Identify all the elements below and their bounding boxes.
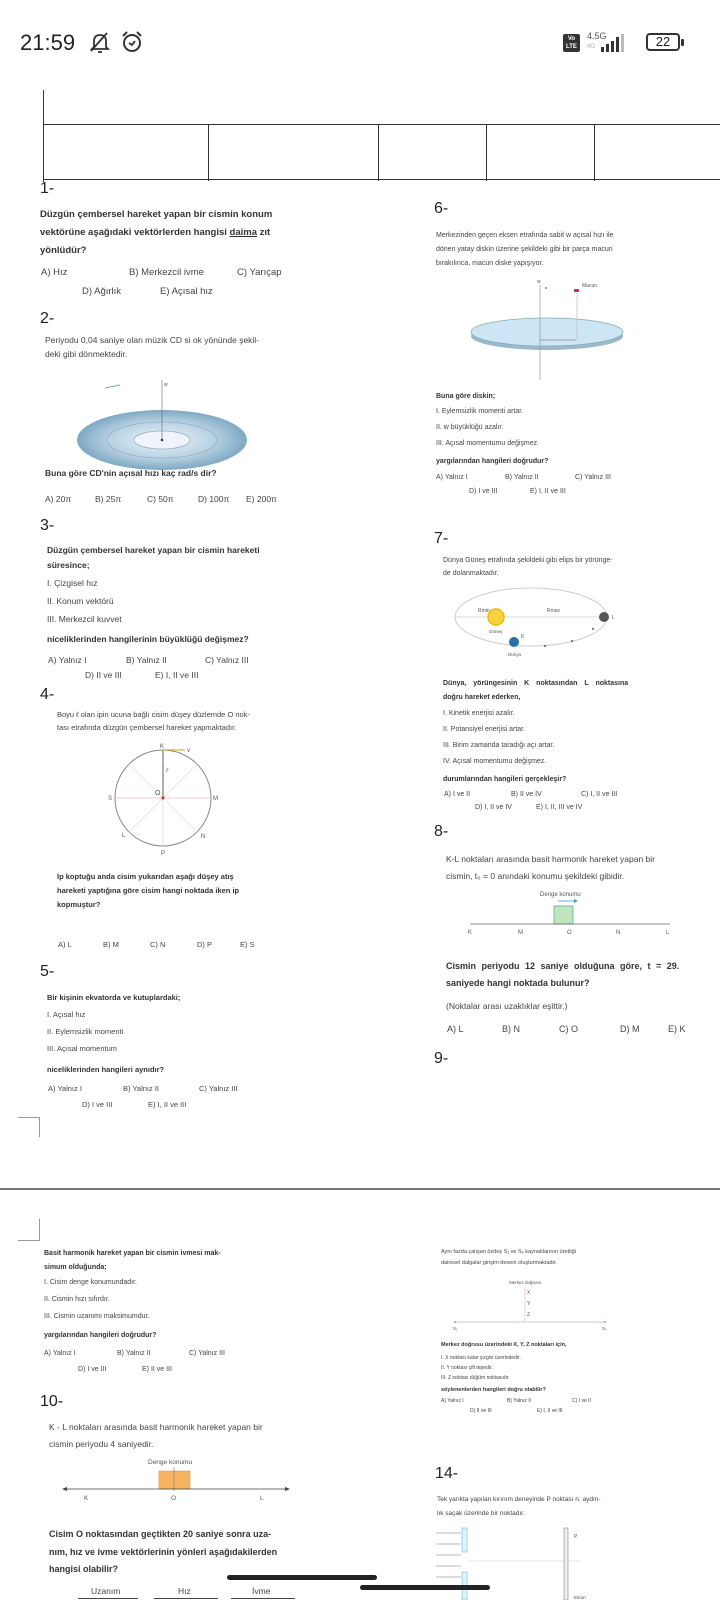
point-label-l: L <box>260 1495 264 1502</box>
option-d[interactable]: D) 100π <box>198 494 230 504</box>
question-stem: süresince; <box>47 560 90 570</box>
question-number: 14- <box>435 1465 459 1482</box>
question-note: (Noktalar arası uzaklıklar eşittir.) <box>446 1001 568 1011</box>
option-e[interactable]: E) 200π <box>246 494 277 504</box>
table-cell <box>486 125 594 181</box>
question-prompt: Cismin periyodu 12 saniye olduğuna göre, t = 29. <box>446 961 680 971</box>
option-b[interactable]: B) Yalnız II <box>505 474 539 481</box>
point-label-m: M <box>213 796 218 802</box>
question-text: bırakılınca, macun diske yapışıyor. <box>436 260 544 267</box>
table-fragment <box>43 90 720 182</box>
question-prompt: söylenenlerden hangileri doğru olabilir? <box>441 1387 546 1393</box>
interference-figure <box>455 1278 615 1338</box>
question-text: dönen yatay diskin üzerine şekildeki gibi bir parça macun <box>436 246 613 253</box>
option-e[interactable]: E) Açısal hız <box>160 286 213 297</box>
question-text: Tek yarıkta yapılan kırınım deneyinde P noktası n. aydın- <box>437 1496 601 1503</box>
option-a[interactable]: A) Hız <box>41 267 68 278</box>
question-stem: Düzgün çembersel hareket yapan bir cismin hareketi <box>47 545 260 555</box>
question-prompt: İp koptuğu anda cisim yukarıdan aşağı düşey atış <box>57 872 234 881</box>
statement-1: I. X noktası katar çizgisi üzerindedir. <box>441 1355 521 1361</box>
point-label-m: M <box>518 930 523 936</box>
option-b[interactable]: B) N <box>502 1024 520 1034</box>
question-prompt: Buna göre CD'nin açısal hızı kaç rad/s dir? <box>45 468 217 478</box>
stem-text: vektörüne aşağıdaki vektörlerden hangisi <box>40 227 227 238</box>
table-underline <box>154 1598 218 1599</box>
question-number: 2- <box>40 310 55 327</box>
option-a[interactable]: A) Yalnız I <box>48 655 87 665</box>
statement-2: II. Eylemsizlik momenti <box>47 1027 124 1036</box>
statement-1: I. Eylemsizlik momenti artar. <box>436 408 524 415</box>
mass-block <box>554 906 573 924</box>
point-label-k: K <box>84 1495 89 1502</box>
statement-1: I. Kinetik enerjisi azalır. <box>443 710 515 717</box>
rmin-label: Rmin <box>478 608 490 614</box>
volte-icon: Vo LTE <box>563 34 580 52</box>
option-c[interactable]: C) I ve II <box>572 1398 591 1404</box>
option-d[interactable]: D) M <box>620 1024 640 1034</box>
page-corner-mark <box>18 1219 40 1241</box>
circular-motion-figure <box>105 740 225 862</box>
center-point <box>161 439 164 442</box>
option-b[interactable]: B) Yalnız II <box>126 655 167 665</box>
question-prompt: kopmuştur? <box>57 900 101 909</box>
question-text: K-L noktaları arasında basit harmonik hareket yapan bir <box>446 854 655 864</box>
statement-2: II. Cismin hızı sıfırdır. <box>44 1296 110 1303</box>
battery-level: 22 <box>655 34 671 49</box>
stem-text: zıt <box>259 227 271 238</box>
point-label-x: X <box>527 1290 531 1296</box>
mass-block <box>159 1471 190 1489</box>
equilibrium-label: Denge konumu <box>540 892 581 898</box>
point-label-s: S <box>108 796 113 802</box>
alarm-icon <box>120 30 144 54</box>
option-b[interactable]: B) Merkezcil ivme <box>129 267 204 278</box>
center-point <box>162 797 165 800</box>
putty-icon <box>574 289 579 292</box>
question-prompt: durumlarından hangileri gerçekleşir? <box>443 776 567 783</box>
option-c[interactable]: C) Yalnız III <box>189 1350 225 1357</box>
point-label-o: O <box>171 1495 177 1502</box>
statement-3: III. Açısal momentumu değişmez. <box>436 440 540 447</box>
option-d[interactable]: D) I ve III <box>82 1100 113 1109</box>
question-stem: Buna göre diskin; <box>436 393 496 400</box>
battery-icon <box>646 33 680 51</box>
omega-label: w <box>164 382 168 388</box>
arrow-left-icon <box>62 1487 67 1491</box>
scroll-handle[interactable] <box>227 1575 377 1580</box>
statement-3: III. Cismin uzanımı maksimumdur. <box>44 1313 150 1320</box>
table-underline <box>78 1598 138 1599</box>
screen <box>564 1528 568 1600</box>
clock: 21:59 <box>20 30 76 55</box>
statement-3: III. Birim zamanda taradığı açı artar. <box>443 742 555 749</box>
question-stem: Dünya, yörüngesinin K noktasından L noktasına <box>443 680 629 687</box>
table-cell <box>378 125 486 181</box>
option-c[interactable]: C) O <box>559 1024 578 1034</box>
question-prompt: saniyede hangi noktada bulunur? <box>446 978 590 988</box>
question-text: deki gibi dönmektedir. <box>45 349 128 359</box>
page-divider <box>0 1188 720 1190</box>
statement-2: II. w büyüklüğü azalır. <box>436 424 504 431</box>
point-label-n: N <box>201 834 206 840</box>
question-prompt: niceliklerinden hangilerinin büyüklüğü değişmez? <box>47 634 249 644</box>
sun-icon <box>488 609 504 625</box>
option-e[interactable]: E) I, II ve III <box>537 1408 563 1414</box>
question-text: Aynı fazda çalışan özdeş S₁ ve S₂ kaynaklarının ürettiği <box>441 1249 577 1255</box>
question-number: 5- <box>40 963 55 980</box>
option-b[interactable]: B) M <box>103 940 119 949</box>
option-a[interactable]: A) Yalnız I <box>441 1398 464 1404</box>
source-point <box>454 1321 456 1323</box>
question-stem: doğru hareket ederken, <box>443 694 521 701</box>
question-stem <box>40 224 270 242</box>
option-d[interactable]: D) Ağırlık <box>82 286 122 297</box>
option-a[interactable]: A) L <box>447 1024 464 1034</box>
rmax-label: Rmax <box>547 608 561 614</box>
option-c[interactable]: C) Yalnız III <box>199 1084 238 1093</box>
question-text: lık saçak üzerinde bir noktadır. <box>437 1510 525 1517</box>
point-label-k: K <box>468 930 473 936</box>
point-label-k: K <box>521 634 525 640</box>
center-line-label: Merkez doğrusu <box>509 1280 542 1285</box>
question-prompt: nım, hız ve ivme vektörlerinin yönleri aşağıdakilerden <box>49 1547 278 1557</box>
slit-barrier <box>462 1528 467 1552</box>
sun-label: Güneş <box>489 629 503 634</box>
earth-label: Dünya <box>508 652 522 657</box>
point-label-o: O <box>155 790 161 797</box>
option-c[interactable]: C) I, II ve III <box>581 791 618 798</box>
question-number: 1- <box>40 180 55 197</box>
option-d[interactable]: D) P <box>197 940 212 949</box>
statement-1: I. Açısal hız <box>47 1010 86 1019</box>
question-text: cismin, t₀ = 0 anındaki konumu şekildeki gibidir. <box>446 871 625 881</box>
statement-3: III. Merkezcil kuvvet <box>47 614 122 624</box>
point-label-l: L <box>666 930 670 936</box>
omega-label: w <box>537 279 541 285</box>
earth-icon <box>509 637 519 647</box>
question-stem: simum olduğunda; <box>44 1264 107 1271</box>
question-prompt: yargılarından hangileri doğrudur? <box>436 458 549 465</box>
table-cell <box>43 125 208 181</box>
shm-figure <box>470 888 680 943</box>
option-a[interactable]: A) 20π <box>45 494 72 504</box>
option-e[interactable]: E) I, II ve III <box>530 488 566 495</box>
earth-at-l-icon <box>599 612 609 622</box>
arrow-head <box>574 899 578 903</box>
question-number: 8- <box>434 823 449 840</box>
option-b[interactable]: B) 25π <box>95 494 122 504</box>
option-e[interactable]: E) I, II ve III <box>155 670 199 680</box>
question-prompt: hareketi yaptığına göre cisim hangi noktada iken ip <box>57 886 240 895</box>
question-number: 4- <box>40 686 55 703</box>
statement-2: II. Potansiyel enerjisi artar. <box>443 726 526 733</box>
point-label-y: Y <box>527 1301 531 1307</box>
option-e[interactable]: E) S <box>240 940 255 949</box>
question-prompt: Cisim O noktasından geçtikten 20 saniye sonra uza- <box>49 1529 272 1539</box>
table-header-hiz: Hız <box>178 1586 191 1596</box>
option-b[interactable]: B) Yalnız II <box>507 1398 531 1404</box>
source-point <box>604 1321 606 1323</box>
option-c[interactable]: C) Yalnız III <box>205 655 249 665</box>
question-stem: Bir kişinin ekvatorda ve kutuplardaki; <box>47 993 181 1002</box>
statement-1: I. Çizgisel hız <box>47 578 98 588</box>
option-a[interactable]: A) Yalnız I <box>44 1350 76 1357</box>
question-text: K - L noktaları arasında basit harmonik hareket yapan bir <box>49 1422 263 1432</box>
question-number: 6- <box>434 200 449 217</box>
option-c[interactable]: C) Yarıçap <box>237 267 282 278</box>
arrow-right-icon <box>285 1487 290 1491</box>
velocity-label: v <box>187 748 190 754</box>
option-e[interactable]: E) I, II ve III <box>148 1100 187 1109</box>
statement-2: II. Y noktası çift tepedir. <box>441 1365 493 1371</box>
orbit-point <box>571 640 573 642</box>
option-c[interactable]: C) 50π <box>147 494 174 504</box>
point-label-z: Z <box>527 1312 531 1318</box>
statement-4: IV. Açısal momentumu değişmez. <box>443 758 547 765</box>
bell-off-icon <box>88 30 112 54</box>
question-text: cismin periyodu 4 saniyedir. <box>49 1439 154 1449</box>
macun-label: Macun <box>582 283 598 289</box>
disc-figure <box>460 280 660 380</box>
statement-2: II. Konum vektörü <box>47 596 114 606</box>
option-a[interactable]: A) Yalnız I <box>436 474 468 481</box>
signal-icon <box>598 33 628 53</box>
option-a[interactable]: A) I ve II <box>444 791 471 798</box>
option-e[interactable]: E) II ve III <box>142 1366 172 1373</box>
option-d[interactable]: D) II ve III <box>470 1408 492 1414</box>
network-sub: 4G <box>587 44 596 50</box>
disc-top <box>471 318 623 346</box>
question-text: Dünya Güneş etrafında şekildeki gibi elips bir yörünge- <box>443 557 613 564</box>
length-label: ℓ <box>166 768 168 774</box>
scroll-handle[interactable] <box>360 1585 490 1590</box>
question-prompt: niceliklerinden hangileri aynıdır? <box>47 1065 165 1074</box>
statement-3: III. Z noktası düğüm noktasıdır. <box>441 1375 510 1381</box>
rotation-arrow-icon <box>105 385 120 388</box>
page-corner-mark <box>18 1117 40 1137</box>
question-text: de dolanmaktadır. <box>443 570 499 577</box>
table-header-uzanim: Uzanım <box>91 1586 121 1596</box>
option-b[interactable]: B) Yalnız II <box>123 1084 159 1093</box>
option-d[interactable]: D) I ve III <box>78 1366 107 1373</box>
table-header-ivme: İvme <box>252 1586 271 1596</box>
orbit-point <box>592 628 594 630</box>
question-prompt: hangisi olabilir? <box>49 1564 119 1574</box>
question-prompt: yargılarından hangileri doğrudur? <box>44 1332 157 1339</box>
table-cell <box>594 125 720 181</box>
statement-3: III. Açısal momentum <box>47 1044 118 1053</box>
question-number: 9- <box>434 1050 449 1067</box>
question-number: 7- <box>434 530 449 547</box>
option-d[interactable]: D) II ve III <box>85 670 122 680</box>
cd-figure <box>70 380 260 470</box>
question-stem: Düzgün çembersel hareket yapan bir cismin konum <box>40 209 273 220</box>
option-d[interactable]: D) I, II ve IV <box>475 804 512 811</box>
option-a[interactable]: A) L <box>58 940 72 949</box>
source-label-s2: S₂ <box>602 1326 607 1331</box>
statement-1: I. Cisim denge konumundadır. <box>44 1279 137 1286</box>
shm-figure <box>62 1458 292 1513</box>
option-e[interactable]: E) K <box>668 1024 686 1034</box>
option-b[interactable]: B) II ve IV <box>511 791 542 798</box>
source-label-s1: S₁ <box>453 1326 458 1331</box>
option-c[interactable]: C) Yalnız III <box>575 474 611 481</box>
omega-arrow-icon <box>545 287 547 289</box>
screen-label: Ekran <box>574 1595 586 1600</box>
status-bar <box>0 0 720 60</box>
table-row <box>43 124 720 180</box>
equilibrium-label: Denge konumu <box>148 1459 193 1466</box>
question-number: 3- <box>40 517 55 534</box>
point-label-l: L <box>122 833 126 839</box>
option-d[interactable]: D) I ve III <box>469 488 498 495</box>
question-stem: Basit harmonik hareket yapan bir cismin ivmesi mak- <box>44 1250 221 1257</box>
question-stem: yönlüdür? <box>40 245 87 256</box>
question-text: Boyu ℓ olan ipin ucuna bağlı cisim düşey düzlemde O nok- <box>57 710 250 719</box>
option-a[interactable]: A) Yalnız I <box>48 1084 82 1093</box>
table-underline <box>231 1598 295 1599</box>
point-label-p: P <box>574 1534 578 1540</box>
point-label-o: O <box>567 930 572 936</box>
question-text: Periyodu 0,04 saniye olan müzik CD si ok yönünde şekil- <box>45 335 260 345</box>
question-number: 10- <box>40 1393 64 1410</box>
question-text: tası etrafında düzgün çembersel hareket yapmaktadır. <box>57 723 237 732</box>
option-c[interactable]: C) N <box>150 940 166 949</box>
point-label-p: P <box>161 851 166 857</box>
point-label-l: L <box>612 615 615 621</box>
option-e[interactable]: E) I, II, III ve IV <box>536 804 583 811</box>
point-label-n: N <box>616 930 621 936</box>
stem-emphasis: daima <box>229 227 258 238</box>
option-b[interactable]: B) Yalnız II <box>117 1350 151 1357</box>
question-text: Merkezinden geçen eksen etrafında sabit w açısal hızı ile <box>436 232 614 239</box>
orbit-figure <box>455 584 625 664</box>
table-cell <box>208 125 378 181</box>
question-stem: Merkez doğrusu üzerindeki X, Y, Z noktaları için, <box>441 1342 567 1348</box>
network-type: 4.5G <box>587 31 607 41</box>
question-text: dairesel dalgalar girişim deseni oluşturmaktadır. <box>441 1260 558 1266</box>
orbit-point <box>544 645 546 647</box>
point-label-k: K <box>160 744 165 750</box>
